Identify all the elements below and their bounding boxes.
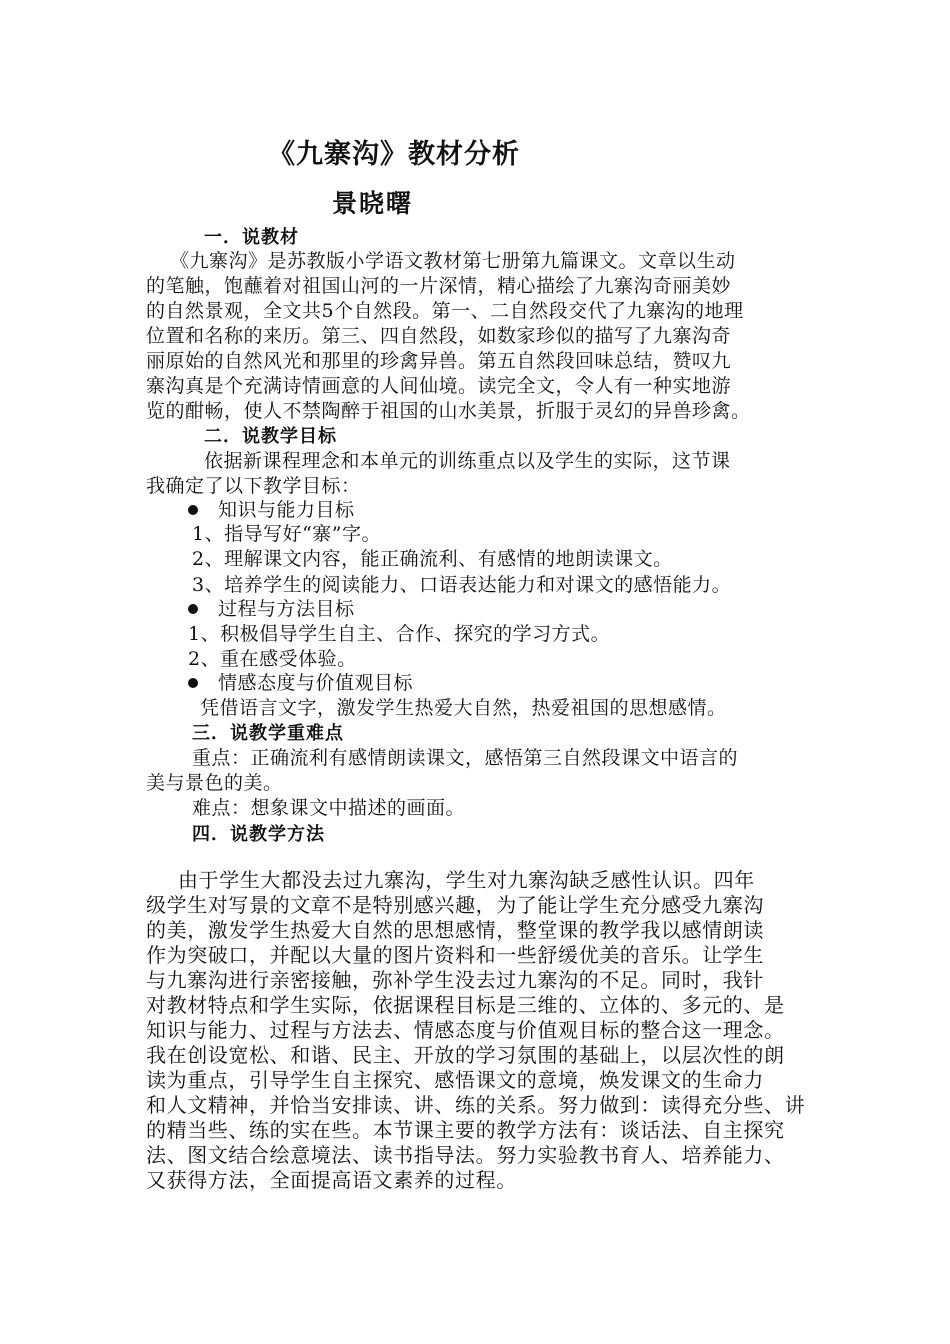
paragraph-line: 难点：想象课文中描述的画面。 — [192, 797, 466, 819]
paragraph-line: 与九寨沟进行亲密接触，弥补学生没去过九寨沟的不足。同时，我针 — [146, 968, 764, 992]
goal-item: 1、指导写好“寨”字。 — [192, 523, 382, 545]
goal-label: 过程与方法目标 — [218, 598, 355, 620]
goal-item: 2、理解课文内容，能正确流利、有感情的地朗读课文。 — [192, 548, 673, 570]
goal-item: 1、积极倡导学生自主、合作、探究的学习方式。 — [188, 623, 611, 645]
paragraph-line: 由于学生大都没去过九寨沟，学生对九寨沟缺乏感性认识。四年 — [178, 868, 755, 892]
paragraph-line: 和人文精神，并恰当安排读、讲、练的关系。努力做到：读得充分些、讲 — [146, 1093, 806, 1117]
section-heading: 三．说教学重难点 — [192, 723, 344, 744]
paragraph-line: 的精当些、练的实在些。本节课主要的教学方法有：谈话法、自主探究 — [146, 1118, 785, 1142]
goal-label: 情感态度与价值观目标 — [218, 672, 414, 694]
paragraph-line: 览的酣畅，使人不禁陶醉于祖国的山水美景，折服于灵幻的异兽珍禽。 — [146, 400, 751, 422]
paragraph-line: 美与景色的美。 — [146, 772, 283, 794]
document-title: 《九寨沟》教材分析 — [268, 139, 520, 170]
paragraph-line: 重点：正确流利有感情朗读课文，感悟第三自然段课文中语言的 — [192, 747, 739, 769]
paragraph-line: 作为突破口，并配以大量的图片资料和一些舒缓优美的音乐。让学生 — [146, 943, 764, 967]
goal-item: 凭借语言文字，激发学生热爱大自然，热爱祖国的思想感情。 — [200, 697, 727, 719]
paragraph-line: 《九寨沟》是苏教版小学语文教材第七册第九篇课文。文章以生动 — [170, 250, 736, 272]
goal-item: 2、重在感受体验。 — [188, 648, 357, 670]
paragraph-line: 级学生对写景的文章不是特别感兴趣，为了能让学生充分感受九寨沟 — [146, 893, 764, 917]
paragraph-line: 的自然景观，全文共5个自然段。第一、二自然段交代了九寨沟的地理 — [146, 300, 744, 322]
paragraph-line: 读为重点，引导学生自主探究、感悟课文的意境，焕发课文的生命力 — [146, 1068, 764, 1092]
bullet-icon — [188, 604, 198, 614]
paragraph-line: 依据新课程理念和本单元的训练重点以及学生的实际，这节课 — [204, 450, 731, 472]
section-heading: 一．说教材 — [204, 227, 299, 248]
paragraph-line: 对教材特点和学生实际，依据课程目标是三维的、立体的、多元的、是 — [146, 993, 785, 1017]
paragraph-line: 丽原始的自然风光和那里的珍禽异兽。第五自然段回味总结，赞叹九 — [146, 350, 732, 372]
paragraph-line: 法、图文结合绘意境法、读书指导法。努力实验教书育人、培养能力、 — [146, 1143, 785, 1167]
paragraph-line: 的美，激发学生热爱大自然的思想感情，整堂课的教学我以感情朗读 — [146, 918, 764, 942]
paragraph-line: 我确定了以下教学目标： — [146, 475, 361, 497]
section-heading: 二．说教学目标 — [204, 426, 337, 447]
paragraph-line: 又获得方法，全面提高语文素养的过程。 — [146, 1168, 517, 1192]
bullet-icon — [188, 505, 198, 515]
section-heading: 四．说教学方法 — [192, 824, 325, 845]
paragraph-line: 我在创设宽松、和谐、民主、开放的学习氛围的基础上，以层次性的朗 — [146, 1043, 785, 1067]
goal-label: 知识与能力目标 — [218, 499, 355, 521]
document-author: 景晓曙 — [332, 189, 414, 218]
paragraph-line: 寨沟真是个充满诗情画意的人间仙境。读完全文，令人有一种实地游 — [146, 375, 732, 397]
paragraph-line: 的笔触，饱蘸着对祖国山河的一片深情，精心描绘了九寨沟奇丽美妙 — [146, 275, 732, 297]
paragraph-line: 知识与能力、过程与方法去、情感态度与价值观目标的整合这一理念。 — [146, 1018, 785, 1042]
paragraph-line: 位置和名称的来历。第三、四自然段，如数家珍似的描写了九寨沟奇 — [146, 325, 732, 347]
goal-item: 3、培养学生的阅读能力、口语表达能力和对课文的感悟能力。 — [192, 574, 732, 596]
bullet-icon — [188, 678, 198, 688]
